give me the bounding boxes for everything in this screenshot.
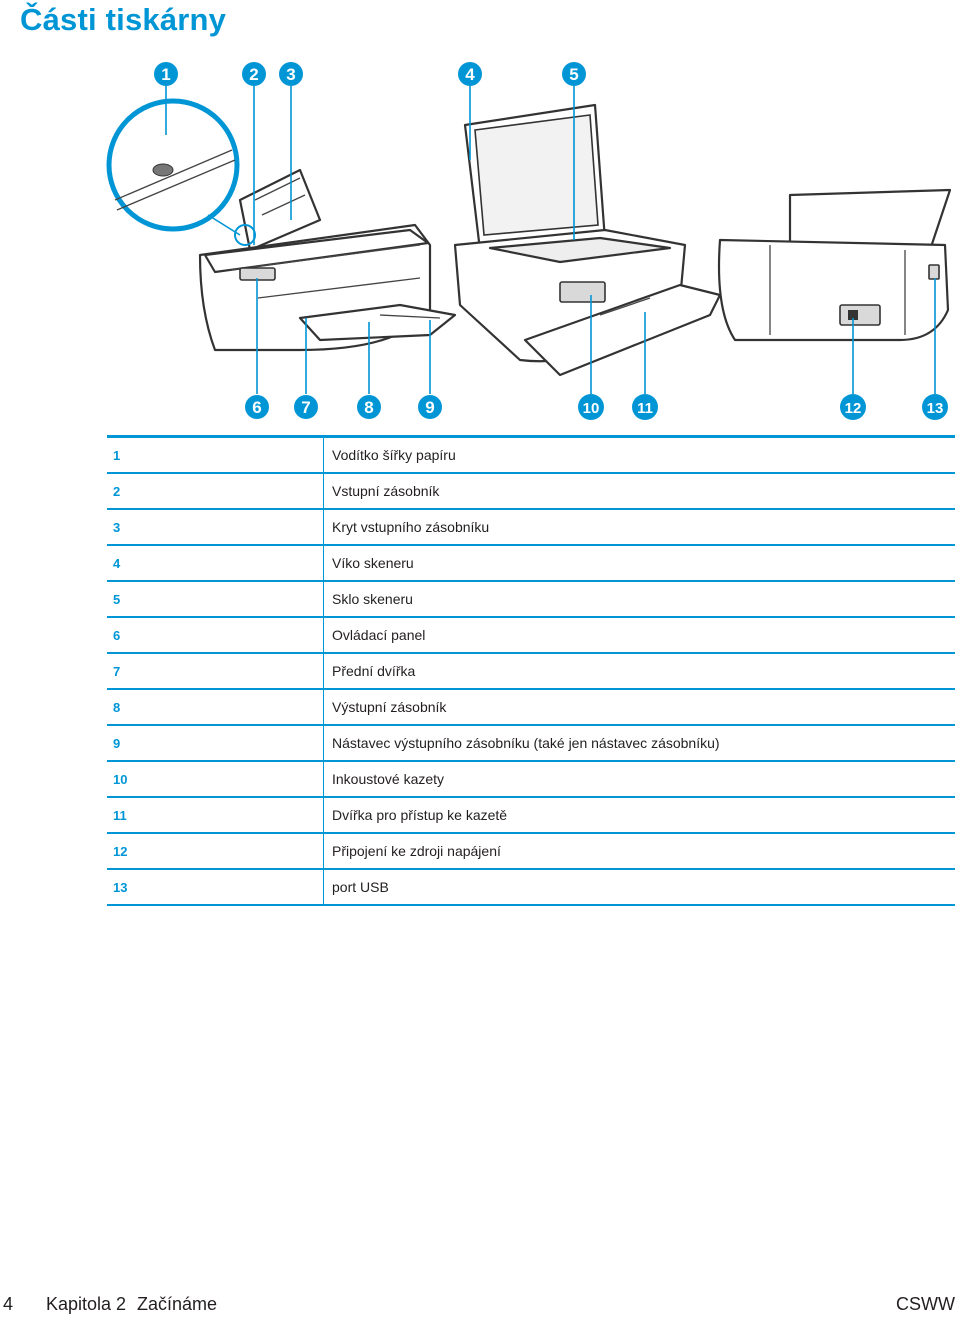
printer-front-view bbox=[200, 170, 455, 350]
callout-11 bbox=[632, 394, 658, 420]
table-row bbox=[107, 653, 955, 689]
callout-label: 5 bbox=[569, 65, 579, 84]
part-label: port USB bbox=[324, 869, 956, 905]
part-number: 5 bbox=[107, 581, 324, 617]
part-label: Ovládací panel bbox=[324, 617, 956, 653]
part-label: Výstupní zásobník bbox=[324, 689, 956, 725]
part-number: 4 bbox=[107, 545, 324, 581]
part-label: Inkoustové kazety bbox=[324, 761, 956, 797]
part-number: 3 bbox=[107, 509, 324, 545]
callout-label: 10 bbox=[582, 400, 600, 417]
part-label: Kryt vstupního zásobníku bbox=[324, 509, 956, 545]
part-label: Nástavec výstupního zásobníku (také jen nástavec zásobníku) bbox=[324, 725, 956, 761]
part-number: 8 bbox=[107, 689, 324, 725]
part-number: 1 bbox=[107, 437, 324, 474]
part-number: 2 bbox=[107, 473, 324, 509]
table-row bbox=[107, 437, 955, 474]
callout-label: 6 bbox=[252, 398, 262, 417]
table-row bbox=[107, 761, 955, 797]
paper-guide-zoom bbox=[109, 101, 255, 245]
printer-lid-open-view bbox=[455, 105, 720, 375]
chapter-title: Začínáme bbox=[137, 1294, 218, 1314]
callout-label: 13 bbox=[926, 400, 944, 417]
document-code: CSWW bbox=[896, 1294, 955, 1314]
callout-4 bbox=[458, 62, 482, 86]
table-row bbox=[107, 797, 955, 833]
callout-label: 4 bbox=[465, 65, 475, 84]
page-number: 4 bbox=[3, 1294, 14, 1314]
part-number: 12 bbox=[107, 833, 324, 869]
table-row bbox=[107, 545, 955, 581]
table-row bbox=[107, 617, 955, 653]
part-label: Dvířka pro přístup ke kazetě bbox=[324, 797, 956, 833]
part-label: Vodítko šířky papíru bbox=[324, 437, 956, 474]
part-label: Připojení ke zdroji napájení bbox=[324, 833, 956, 869]
printer-diagram bbox=[0, 50, 960, 430]
callout-6 bbox=[245, 395, 269, 419]
table-row bbox=[107, 833, 955, 869]
table-row bbox=[107, 869, 955, 905]
part-number: 13 bbox=[107, 869, 324, 905]
part-number: 9 bbox=[107, 725, 324, 761]
part-number: 10 bbox=[107, 761, 324, 797]
callout-3 bbox=[279, 62, 303, 86]
callout-9 bbox=[418, 395, 442, 419]
part-label: Víko skeneru bbox=[324, 545, 956, 581]
callout-label: 9 bbox=[425, 398, 435, 417]
part-label: Vstupní zásobník bbox=[324, 473, 956, 509]
part-number: 6 bbox=[107, 617, 324, 653]
callout-1 bbox=[154, 62, 178, 86]
page-footer bbox=[0, 1294, 960, 1318]
page-title: Části tiskárny bbox=[20, 2, 227, 37]
part-number: 11 bbox=[107, 797, 324, 833]
callout-2 bbox=[242, 62, 266, 86]
table-row bbox=[107, 725, 955, 761]
table-row bbox=[107, 509, 955, 545]
callout-label: 1 bbox=[161, 65, 171, 84]
table-row bbox=[107, 581, 955, 617]
part-number: 7 bbox=[107, 653, 324, 689]
callout-10 bbox=[578, 394, 604, 420]
callout-7 bbox=[294, 395, 318, 419]
chapter-label: Kapitola 2 bbox=[46, 1294, 127, 1314]
printer-parts-illustration bbox=[0, 50, 960, 430]
callout-13 bbox=[922, 394, 948, 420]
callout-label: 2 bbox=[249, 65, 259, 84]
part-label: Přední dvířka bbox=[324, 653, 956, 689]
parts-table bbox=[107, 435, 955, 906]
callout-5 bbox=[562, 62, 586, 86]
callout-label: 11 bbox=[637, 400, 653, 417]
callout-12 bbox=[840, 394, 866, 420]
callout-8 bbox=[357, 395, 381, 419]
callout-label: 7 bbox=[301, 398, 311, 417]
callout-label: 8 bbox=[364, 398, 374, 417]
callout-label: 3 bbox=[286, 65, 296, 84]
callout-label: 12 bbox=[844, 400, 862, 417]
printer-back-view bbox=[719, 190, 950, 340]
part-label: Sklo skeneru bbox=[324, 581, 956, 617]
table-row bbox=[107, 473, 955, 509]
table-row bbox=[107, 689, 955, 725]
